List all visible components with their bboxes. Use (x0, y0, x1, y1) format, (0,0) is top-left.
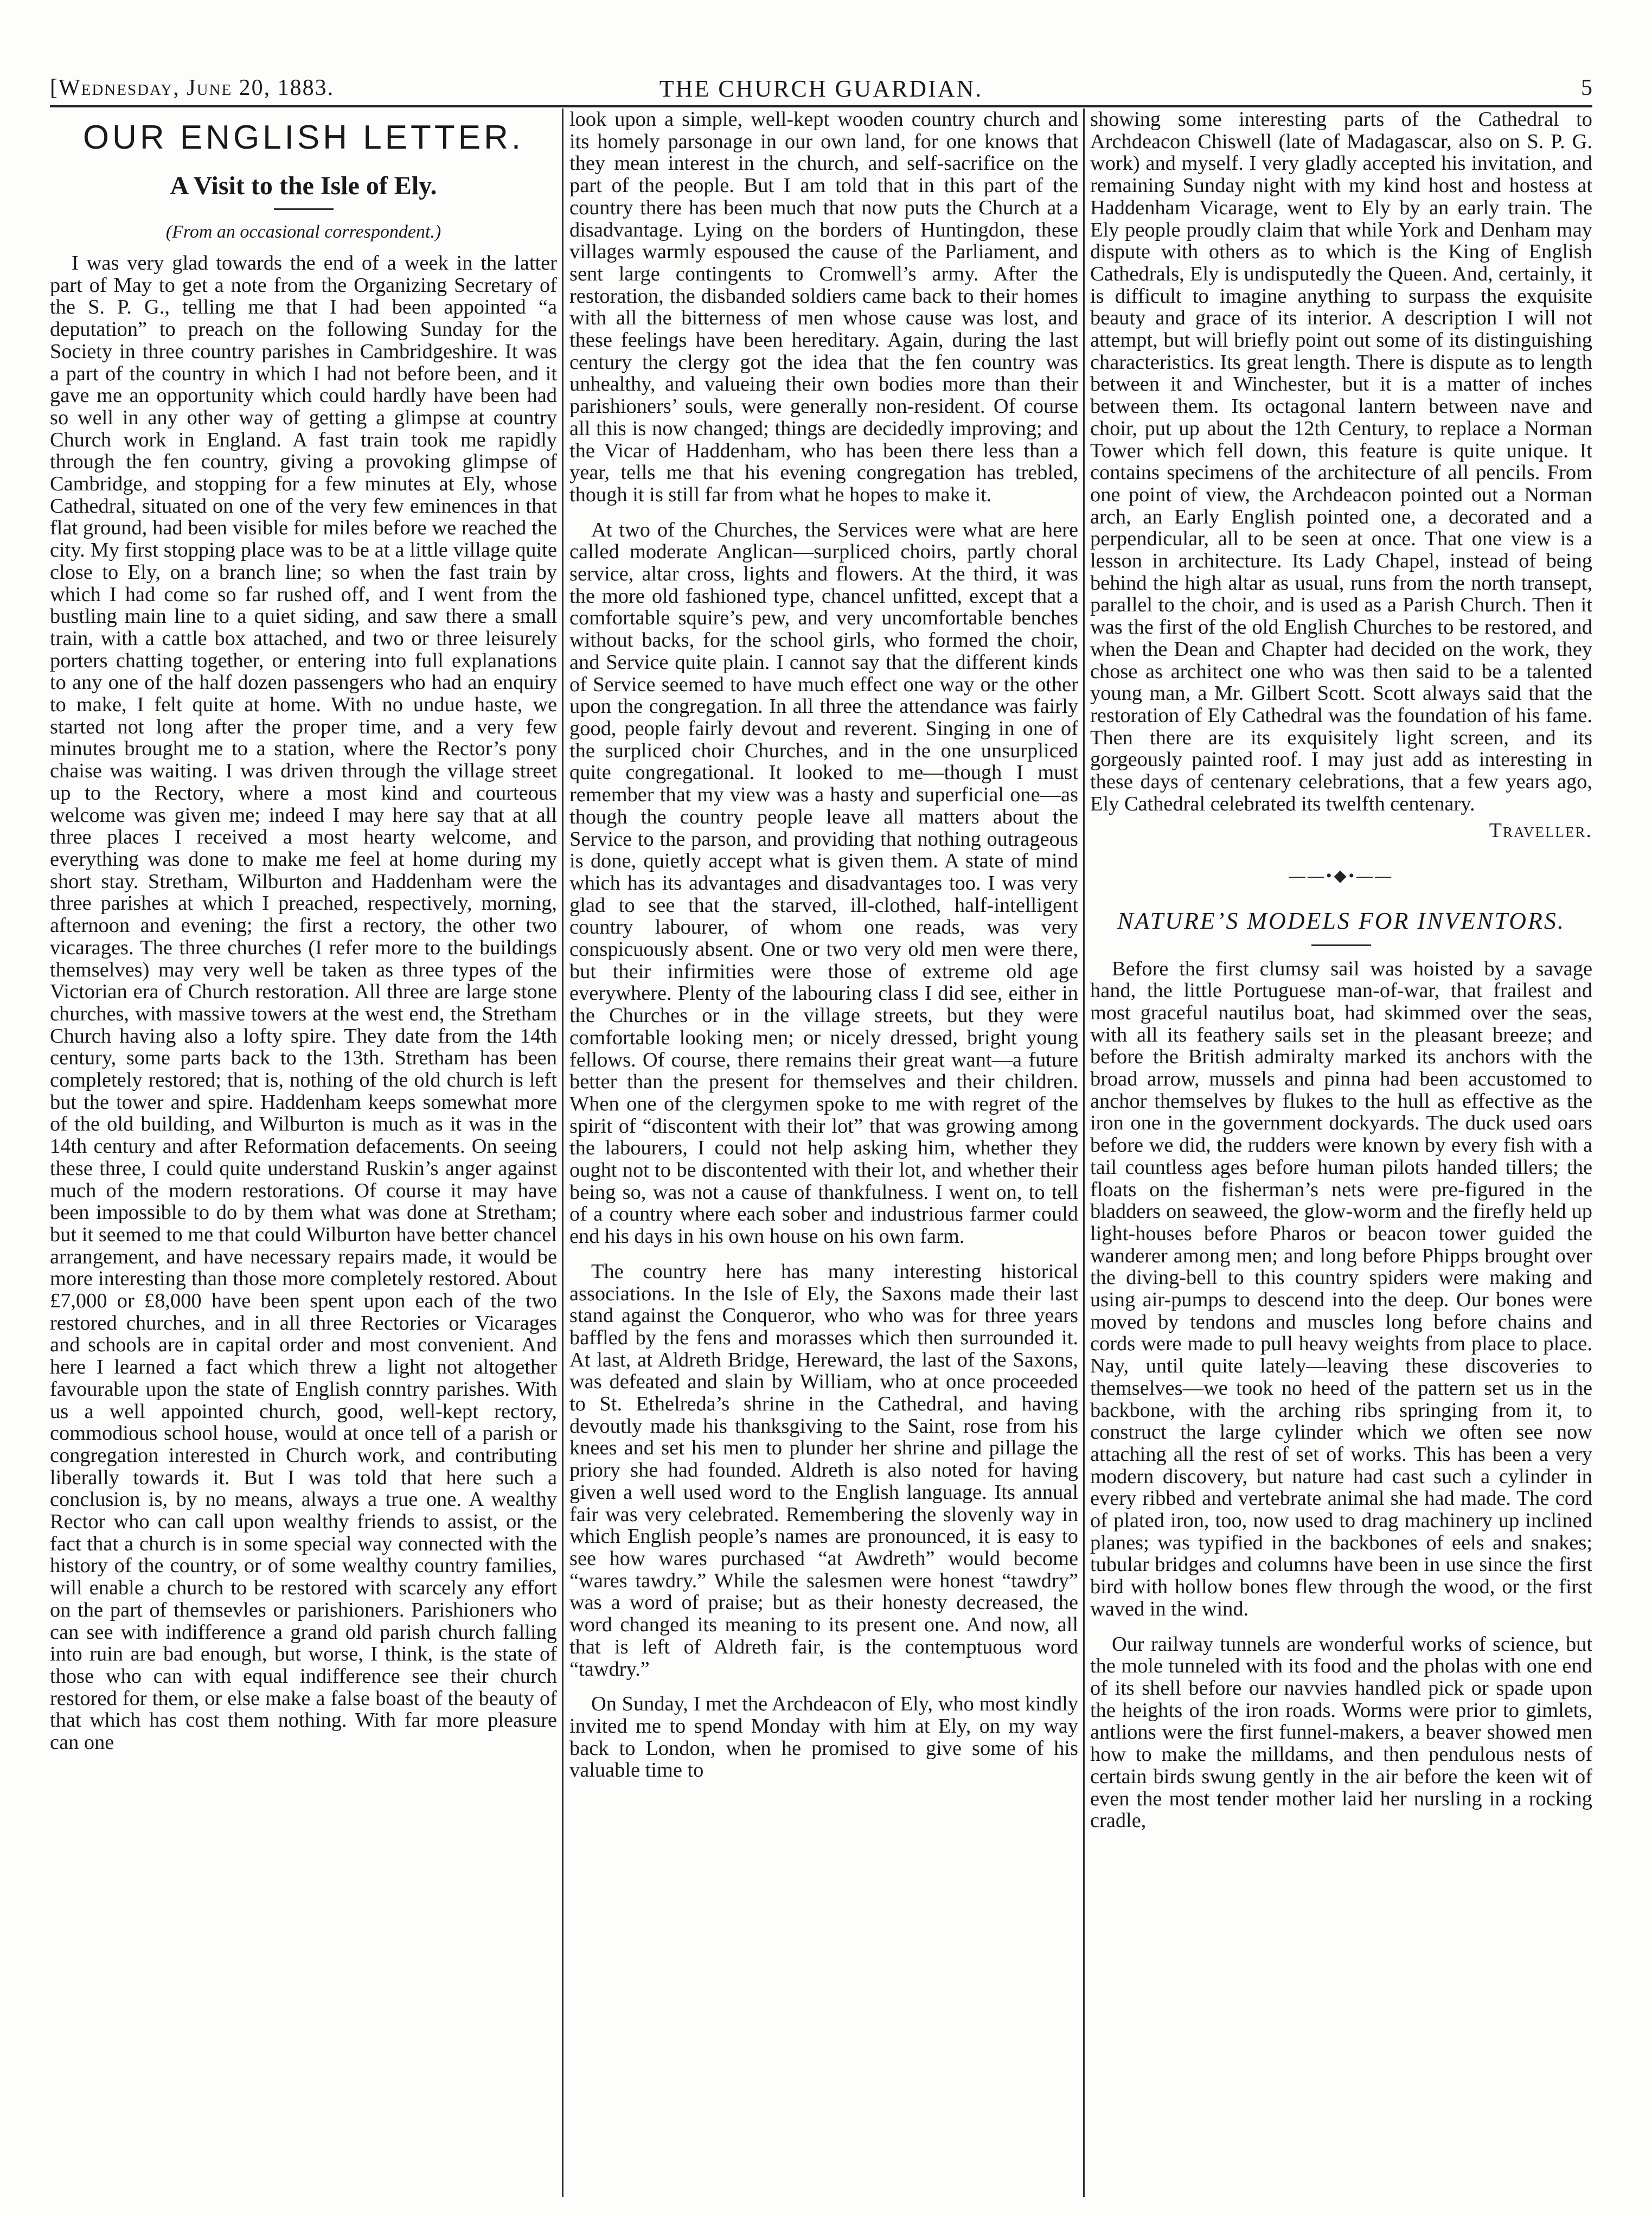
article-paragraph: The country here has many interesting historical associations. In the Isle of Ely, the Saxons made their last stand against the Conqueror, who who was for three years baffled by the fens and morasses which then surrounded it. At last, at Aldreth Bridge, Hereward, the last of the Saxons, was defeated and slain by William, who at once proceeded to St. Ethelreda’s shrine in the Cathedral, and having devoutly made his thanksgiving to the Saint, rose from his knees and set his men to plunder her shrine and pillage the priory she had founded. Aldreth is also noted for having given a well used word to the English language. Its annual fair was very celebrated. Remembering the slovenly way in which English people’s names are pronounced, it is easy to see how wares purchased “at Awdreth” would become “wares tawdry.” While the salesmen were honest “tawdry” was a word of praise; but as their honesty decreased, the word changed its meaning to its present one. And now, all that is left of Aldreth fair, is the contemptuous word “tawdry.” (569, 1260, 1078, 1681)
article-byline: (From an occasional correspondent.) (165, 222, 441, 242)
masthead-rule (50, 105, 1592, 107)
page-number: 5 (1581, 75, 1592, 100)
masthead (50, 75, 1592, 107)
newspaper-title: THE CHURCH GUARDIAN. (659, 75, 983, 102)
column-1 (50, 108, 557, 2202)
section-rule (274, 208, 334, 210)
article-paragraph: Our railway tunnels are wonderful works of science, but the mole tunneled with its food and the pholas with one end of its shell before our navvies handled pick or spade upon the heights of the iron roads. Worms were prior to gimlets, antlions were the first funnel-makers, a beaver showed men how to make the milldams, and then pendulous nests of certain birds swung gently in the air before the keen wit of even the most tender mother laid her nursling in a rocking cradle, (1090, 1632, 1592, 1832)
column-3 (1090, 108, 1592, 2202)
article-paragraph: look upon a simple, well-kept wooden country church and its homely parsonage in our own land, for one knows that they mean interest in the church, and self-sacrifice on the part of the people. But I am told that in this part of the country there has been much that now puts the Church at a disadvantage. Lying on the borders of Huntingdon, these villages warmly espoused the cause of the Parliament, and sent large contingents to Cromwell’s army. After the restoration, the disbanded soldiers came back to their homes with all the bitterness of men whose cause was lost, and these feelings have been hereditary. Again, during the last century the clergy got the idea that the fen country was unhealthy, and valueing their own bodies more than their parishioners’ souls, were generally non-resident. Of course all this is now changed; things are decidedly improving; and the Vicar of Haddenham, who has been there less than a year, tells me that his evening congregation has trebled, though it is still far from what he hopes to make it. (569, 108, 1078, 506)
column-divider (562, 108, 564, 2197)
article-paragraph: showing some interesting parts of the Cathedral to Archdeacon Chiswell (late of Madagascar, also on S. P. G. work) and myself. I very gladly accepted his invitation, and remaining Sunday night with my kind host and hostess at Haddenham Vicarage, went to Ely by an early train. The Ely people proudly claim that while York and Denham may dispute with others as to which is the King of English Cathedrals, Ely is undisputedly the Queen. And, certainly, it is difficult to imagine anything to surpass the exquisite beauty and grace of its interior. A description I will not attempt, but will briefly point out some of its distinguishing characteristics. Its great length. There is dispute as to length between it and Winchester, but it is a matter of inches between them. Its octagonal lantern between nave and choir, put up about the 12th Century, to replace a Norman Tower which fell down, this feature is quite unique. It contains specimens of the architecture of all pencils. From one point of view, the Archdeacon pointed out a Norman arch, an Early English pointed one, a decorated and a perpendicular, all to be seen at once. That one view is a lesson in architecture. Its Lady Chapel, instead of being behind the high altar as usual, runs from the north transept, parallel to the choir, and is used as a Parish Church. Then it was the first of the old English Churches to be restored, and when the Dean and Chapter had decided on the work, they chose as architect one who was then said to be a talented young man, a Mr. Gilbert Scott. Scott always said that the restoration of Ely Cathedral was the foundation of his fame. Then there are its exquisitely light screen, and its gorgeously painted roof. I may just add as interesting in these days of centenary celebrations, that a few years ago, Ely Cathedral celebrated its twelfth centenary. (1090, 108, 1592, 815)
issue-date: [Wednesday, June 20, 1883. (50, 75, 335, 100)
column-divider (1083, 108, 1085, 2197)
column-2 (569, 108, 1078, 2202)
article-heading: NATURE’S MODELS FOR INVENTORS. (1117, 907, 1565, 934)
section-ornament: ——•◆•—— (1289, 866, 1394, 885)
section-rule (1311, 944, 1371, 946)
article-paragraph: I was very glad towards the end of a week in the latter part of May to get a note from the Organizing Secretary of the S. P. G., telling me that I had been appointed “a deputation” to preach on the following Sunday for the Society in three country parishes in Cambridgeshire. It was a part of the country in which I had not before been, and it gave me an opportunity which could hardly have been had so well in any other way of getting a glimpse at country Church work in England. A fast train took me rapidly through the fen country, giving a provoking glimpse of Cambridge, and stopping for a few minutes at Ely, whose Cathedral, situated on one of the very few eminences in that flat ground, had been visible for miles before we reached the city. My first stopping place was to be at a little village quite close to Ely, on a branch line; so when the fast train by which I had come so far rushed off, and I went from the bustling main line to a quiet siding, and saw there a small train, with a cattle box attached, and two or three leisurely porters chatting together, or entering into full explanations to any one of the half dozen passengers who had an enquiry to make, I felt quite at home. With no undue haste, we started not long after the proper time, and a very few minutes brought me to a station, where the Rector’s pony chaise was waiting. I was driven through the village street up to the Rectory, where a most kind and courteous welcome was given me; indeed I may here say that at all three places I received a most hearty welcome, and everything was done to make me feel at home during my short stay. Stretham, Wilburton and Haddenham were the three parishes at which I preached, respectively, morning, afternoon and evening; the first a rectory, the other two vicarages. The three churches (I refer more to the buildings themselves) may very well be taken as three types of the Victorian era of Church restoration. All three are large stone churches, with massive towers at the west end, the Stretham Church having also a lofty spire. They date from the 14th century, some parts back to the 13th. Stretham has been completely restored; that is, nothing of the old church is left but the tower and spire. Haddenham keeps somewhat more of the old building, and Wilburton is much as it was in the 14th century and after Reformation defacements. On seeing these three, I could quite understand Ruskin’s anger against much of the modern restorations. Of course it may have been impossible to do by them what was done at Stretham; but it seemed to me that could Wilburton have better chancel arrangement, and have necessary repairs made, it would be more interesting than those more completely restored. About £7,000 or £8,000 have been spent upon each of the two restored churches, and in all three Rectories or Vicarages and schools are in capital order and most convenient. And here I learned a fact which threw a light not altogether favourable upon the state of English conntry parishes. With us a well appointed church, good, well-kept rectory, commodious school house, would at once tell of a parish or congregation interested in Church work, and contributing liberally towards it. But I was told that here such a conclusion is, by no means, always a true one. A wealthy Rector who can call upon wealthy friends to assist, or the fact that a church is in some special way connected with the history of the country, or of some wealthy country families, will enable a church to be restored with scarcely any effort on the part of themsevles or parishioners. Parishioners who can see with indifference a grand old parish church falling into ruin are bad enough, but worse, I think, is the state of those who can with equal indifference see their church restored for them, or else make a false boast of the beauty of that which has cost them nothing. With far more pleasure can one (50, 252, 557, 1754)
article-heading: OUR ENGLISH LETTER. (82, 119, 524, 156)
article-subheading: A Visit to the Isle of Ely. (170, 171, 437, 200)
article-signature: Traveller. (1489, 819, 1592, 842)
article-paragraph: At two of the Churches, the Services were what are here called moderate Anglican—surpliced choirs, partly choral service, altar cross, lights and flowers. At the third, it was the more old fashioned type, chancel unfitted, except that a comfortable squire’s pew, and very uncomfortable benches without backs, for the school girls, who formed the choir, and Service quite plain. I cannot say that the different kinds of Service seemed to have much effect one way or the other upon the congregation. In all three the attendance was fairly good, people fairly devout and reverent. Singing in one of the surpliced choir Churches, and in the one unsurpliced quite congregational. It looked to me—though I must remember that my view was a hasty and superficial one—as though the country people leave all matters about the Service to the parson, and providing that nothing outrageous is done, quietly accept what is given them. A state of mind which has its advantages and disadvantages too. I was very glad to see that the starved, ill-clothed, half-intelligent country labourer, of whom one reads, was very conspicuously absent. One or two very old men were there, but their infirmities were those of extreme old age everywhere. Plenty of the labouring class I did see, either in the Churches or in the village streets, but they were comfortable looking men; or nicely dressed, bright young fellows. Of course, there remains their great want—a future better than the present for themselves and their children. When one of the clergymen spoke to me with regret of the spirit of “discontent with their lot” that was growing among the labourers, I could not help asking him, whether they ought not to be discontented with their lot, and whether their being so, was not a cause of thankfulness. I went on, to tell of a country where each sober and industrious farmer could end his days in his own house on his own farm. (569, 518, 1078, 1248)
article-paragraph: Before the first clumsy sail was hoisted by a savage hand, the little Portuguese man-of-war, that frailest and most graceful nautilus boat, had skimmed over the seas, with all its feathery sails set in the pleasant breeze; and before the British admiralty marked its anchors with the broad arrow, mussels and pinna had been accustomed to anchor themselves by flukes to the hull as effective as the iron one in the government dockyards. The duck used oars before we did, the rudders were known by every fish with a tail countless ages before human pilots handed tillers; the floats on the fisherman’s nets were pre-figured in the bladders on seaweed, the glow-worm and the firefly held up light-houses before Pharos or beacon tower guided the wanderer among men; and long before Phipps brought over the diving-bell to this country spiders were making and using air-pumps to descend into the deep. Our bones were moved by tendons and muscles long before chains and cords were made to pull heavy weights from place to place. Nay, until quite lately—leaving these discoveries to themselves—we took no heed of the pattern set us in the backbone, with the arching ribs springing from it, to construct the large cylinder which we often see now attaching all the rest of set of works. This has been a very modern discovery, but nature had cast such a cylinder in every ribbed and vertebrate animal she had made. The cord of plated iron, too, now used to drag machinery up inclined planes; was typified in the backbones of eels and snakes; tubular bridges and columns have been in use since the first bird with hollow bones flew through the wood, or the first waved in the wind. (1090, 957, 1592, 1620)
article-paragraph: On Sunday, I met the Archdeacon of Ely, who most kindly invited me to spend Monday with him at Ely, on my way back to London, when he promised to give some of his valuable time to (569, 1693, 1078, 1782)
